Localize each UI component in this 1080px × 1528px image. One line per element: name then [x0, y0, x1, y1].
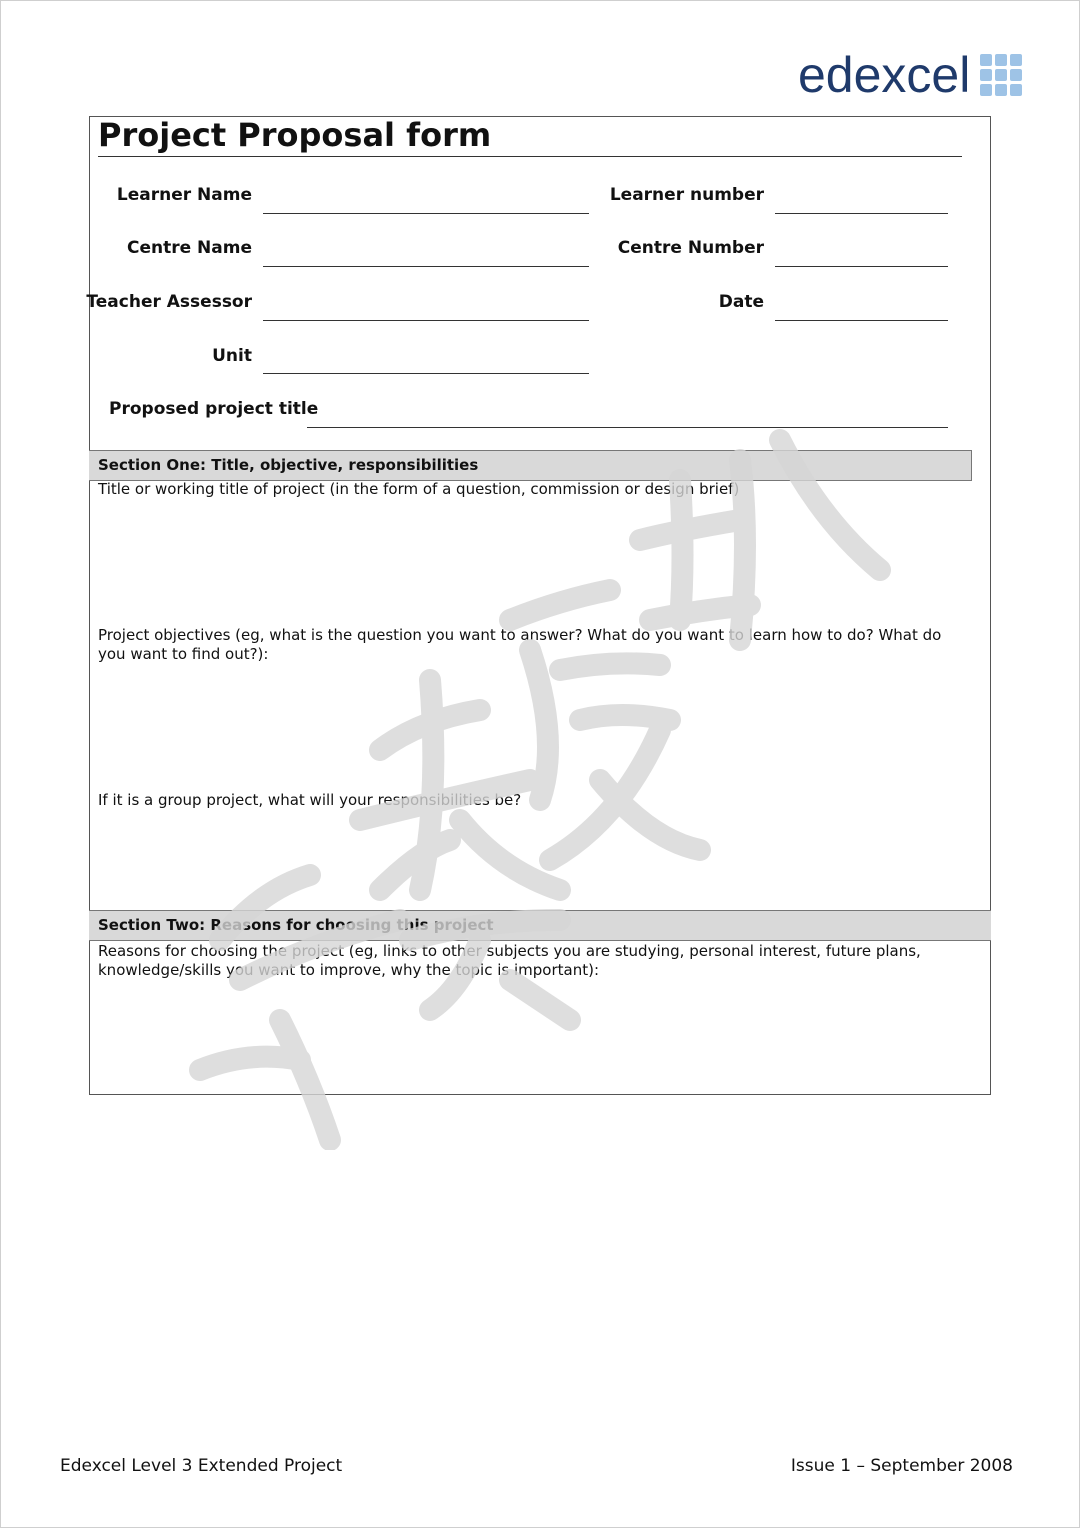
centre-name-field[interactable] [263, 266, 589, 267]
footer-right: Issue 1 – September 2008 [790, 1456, 1013, 1476]
section-two-header: Section Two: Reasons for choosing this project [89, 910, 991, 941]
learner-number-field[interactable] [775, 213, 948, 214]
date-field[interactable] [775, 320, 948, 321]
page-title: Project Proposal form [98, 116, 492, 154]
section-one-header: Section One: Title, objective, responsibilities [89, 450, 972, 481]
footer-left: Edexcel Level 3 Extended Project [60, 1456, 343, 1476]
learner-name-field[interactable] [263, 213, 589, 214]
centre-number-label: Centre Number [617, 238, 764, 258]
centre-name-label: Centre Name [126, 238, 252, 258]
learner-name-label: Learner Name [116, 185, 252, 205]
section-one-responsibilities-prompt: If it is a group project, what will your responsibilities be? [98, 791, 522, 809]
centre-number-field[interactable] [775, 266, 948, 267]
unit-field[interactable] [263, 373, 589, 374]
section-one-title-prompt: Title or working title of project (in the form of a question, commission or design brief) [98, 480, 740, 498]
date-label: Date [718, 292, 764, 312]
teacher-assessor-field[interactable] [263, 320, 589, 321]
edexcel-logo [798, 47, 1022, 103]
watermark-text: 严禁复制 [180, 420, 184, 421]
section-two-reasons-prompt: Reasons for choosing the project (eg, links to other subjects you are studying, personal interest, future plans, knowledge/skills you want to improve, why the topic is important): [98, 942, 921, 979]
title-rule [98, 156, 962, 157]
teacher-assessor-label: Teacher Assessor [86, 292, 252, 312]
proposed-title-label: Proposed project title [109, 399, 319, 419]
unit-label: Unit [212, 346, 252, 366]
logo-grid-icon [980, 54, 1022, 96]
proposed-title-field[interactable] [307, 427, 948, 428]
section-one-objectives-prompt: Project objectives (eg, what is the question you want to answer? What do you want to learn how to do? What do you want to find out?): [98, 626, 942, 663]
logo-text: edexcel [798, 47, 971, 103]
learner-number-label: Learner number [609, 185, 764, 205]
